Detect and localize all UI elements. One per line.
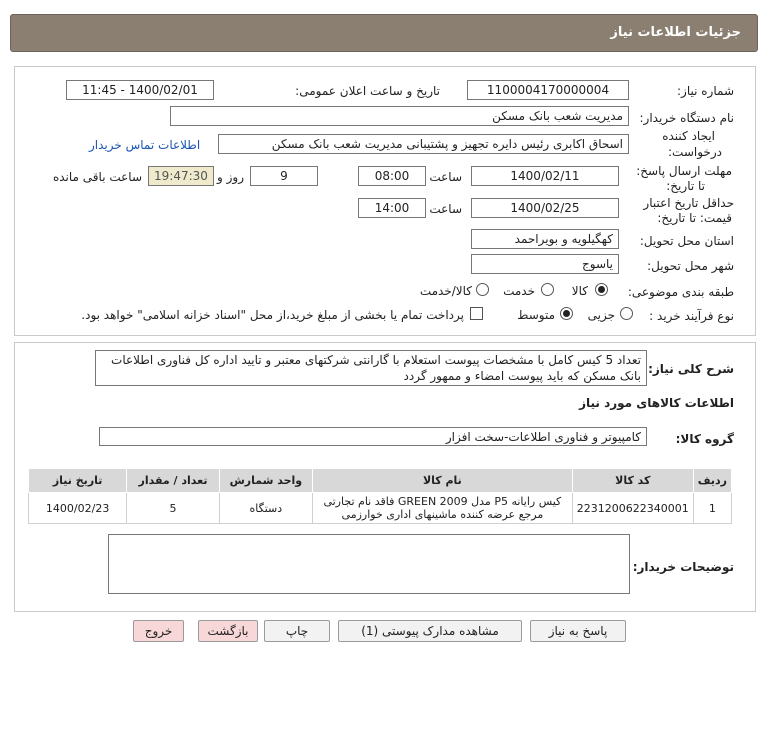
table-row <box>29 493 732 524</box>
validity-time-label: ساعت <box>429 202 462 216</box>
back-button[interactable]: بازگشت <box>198 620 258 642</box>
print-button[interactable]: چاپ <box>264 620 330 642</box>
validity-label-2: قیمت: تا تاریخ: <box>657 211 732 225</box>
validity-label-1: حداقل تاریخ اعتبار <box>643 196 734 210</box>
city-label: شهر محل تحویل: <box>647 259 734 273</box>
payment-note: پرداخت تمام یا بخشی از مبلغ خرید،از محل "اسناد خزانه اسلامی" خواهد بود. <box>81 308 464 322</box>
validity-time-field: 14:00 <box>358 198 426 218</box>
row-name: کیس رایانه P5 مدل GREEN 2009 فاقد نام تجارتی مرجع عرضه کننده ماشینهای اداری خوارزمی <box>312 493 572 524</box>
need-number-label: شماره نیاز: <box>677 84 734 98</box>
province-label: استان محل تحویل: <box>639 234 734 248</box>
buyer-org-field: مدیریت شعب بانک مسکن <box>170 106 629 126</box>
process-minor-radio[interactable] <box>620 307 633 320</box>
goods-table-header <box>29 469 732 493</box>
col-date: تاریخ نیاز <box>29 469 127 493</box>
row-date: 1400/02/23 <box>29 493 127 524</box>
reply-time-field: 08:00 <box>358 166 426 186</box>
category-both-radio[interactable] <box>476 283 489 296</box>
treasury-payment-checkbox[interactable] <box>470 307 483 320</box>
category-service-radio[interactable] <box>541 283 554 296</box>
category-goods-label: کالا <box>571 284 588 298</box>
page-title: جزئیات اطلاعات نیاز <box>610 25 741 40</box>
col-code: کد کالا <box>572 469 693 493</box>
category-label: طبقه بندی موضوعی: <box>627 285 734 299</box>
category-goods-radio[interactable] <box>595 283 608 296</box>
remaining-time-field: 19:47:30 <box>148 166 214 186</box>
description-box: تعداد 5 کیس کامل با مشخصات پیوست استعلام با گارانتی شرکتهای معتبر و تایید اداره کل فناوری اطلاعات بانک مسکن که باید پیوست امضاء و ممهور گردد <box>95 350 647 386</box>
col-index: ردیف <box>693 469 731 493</box>
contact-info-link[interactable]: اطلاعات تماس خریدار <box>89 138 201 152</box>
province-field: کهگیلویه و بویراحمد <box>471 229 619 249</box>
description-label: شرح کلی نیاز: <box>648 362 734 376</box>
reply-time-label: ساعت <box>429 170 462 184</box>
reply-deadline-label-2: تا تاریخ: <box>666 179 705 193</box>
view-attachments-button[interactable]: مشاهده مدارک پیوستی (1) <box>338 620 522 642</box>
col-qty: تعداد / مقدار <box>127 469 219 493</box>
goods-section-title: اطلاعات کالاهای مورد نیاز <box>579 396 734 410</box>
goods-table <box>28 468 732 524</box>
goods-group-label: گروه کالا: <box>675 432 734 446</box>
buyer-notes-box <box>108 534 630 594</box>
announce-label: تاریخ و ساعت اعلان عمومی: <box>295 84 440 98</box>
col-unit: واحد شمارش <box>219 469 312 493</box>
process-medium-label: متوسط <box>517 308 555 322</box>
creator-label-1: ایجاد کننده <box>662 129 715 143</box>
category-both-label: کالا/خدمت <box>419 284 472 298</box>
process-medium-radio[interactable] <box>560 307 573 320</box>
row-qty: 5 <box>127 493 219 524</box>
remaining-label: ساعت باقی مانده <box>52 170 142 184</box>
page-header <box>10 14 758 52</box>
category-service-label: خدمت <box>503 284 535 298</box>
col-name: نام کالا <box>312 469 572 493</box>
need-number-field: 1100004170000004 <box>467 80 629 100</box>
row-index: 1 <box>693 493 731 524</box>
validity-date-field: 1400/02/25 <box>471 198 619 218</box>
process-label: نوع فرآیند خرید : <box>649 309 734 323</box>
days-field: 9 <box>250 166 318 186</box>
exit-button[interactable]: خروج <box>133 620 184 642</box>
creator-field: اسحاق اکابری رئیس دایره تجهیز و پشتیبانی مدیریت شعب بانک مسکن <box>218 134 629 154</box>
buyer-org-label: نام دستگاه خریدار: <box>639 111 734 125</box>
goods-group-field: کامپیوتر و فناوری اطلاعات-سخت افزار <box>99 427 647 446</box>
days-and-label: روز و <box>217 170 244 184</box>
city-field: یاسوج <box>471 254 619 274</box>
announce-field: 1400/02/01 - 11:45 <box>66 80 214 100</box>
row-unit: دستگاه <box>219 493 312 524</box>
process-minor-label: جزیی <box>587 308 615 322</box>
row-code: 2231200622340001 <box>572 493 693 524</box>
creator-label-2: درخواست: <box>668 145 722 159</box>
buyer-notes-label: توضیحات خریدار: <box>632 560 734 574</box>
reply-date-field: 1400/02/11 <box>471 166 619 186</box>
reply-deadline-label-1: مهلت ارسال پاسخ: <box>636 164 732 178</box>
reply-button[interactable]: پاسخ به نیاز <box>530 620 626 642</box>
